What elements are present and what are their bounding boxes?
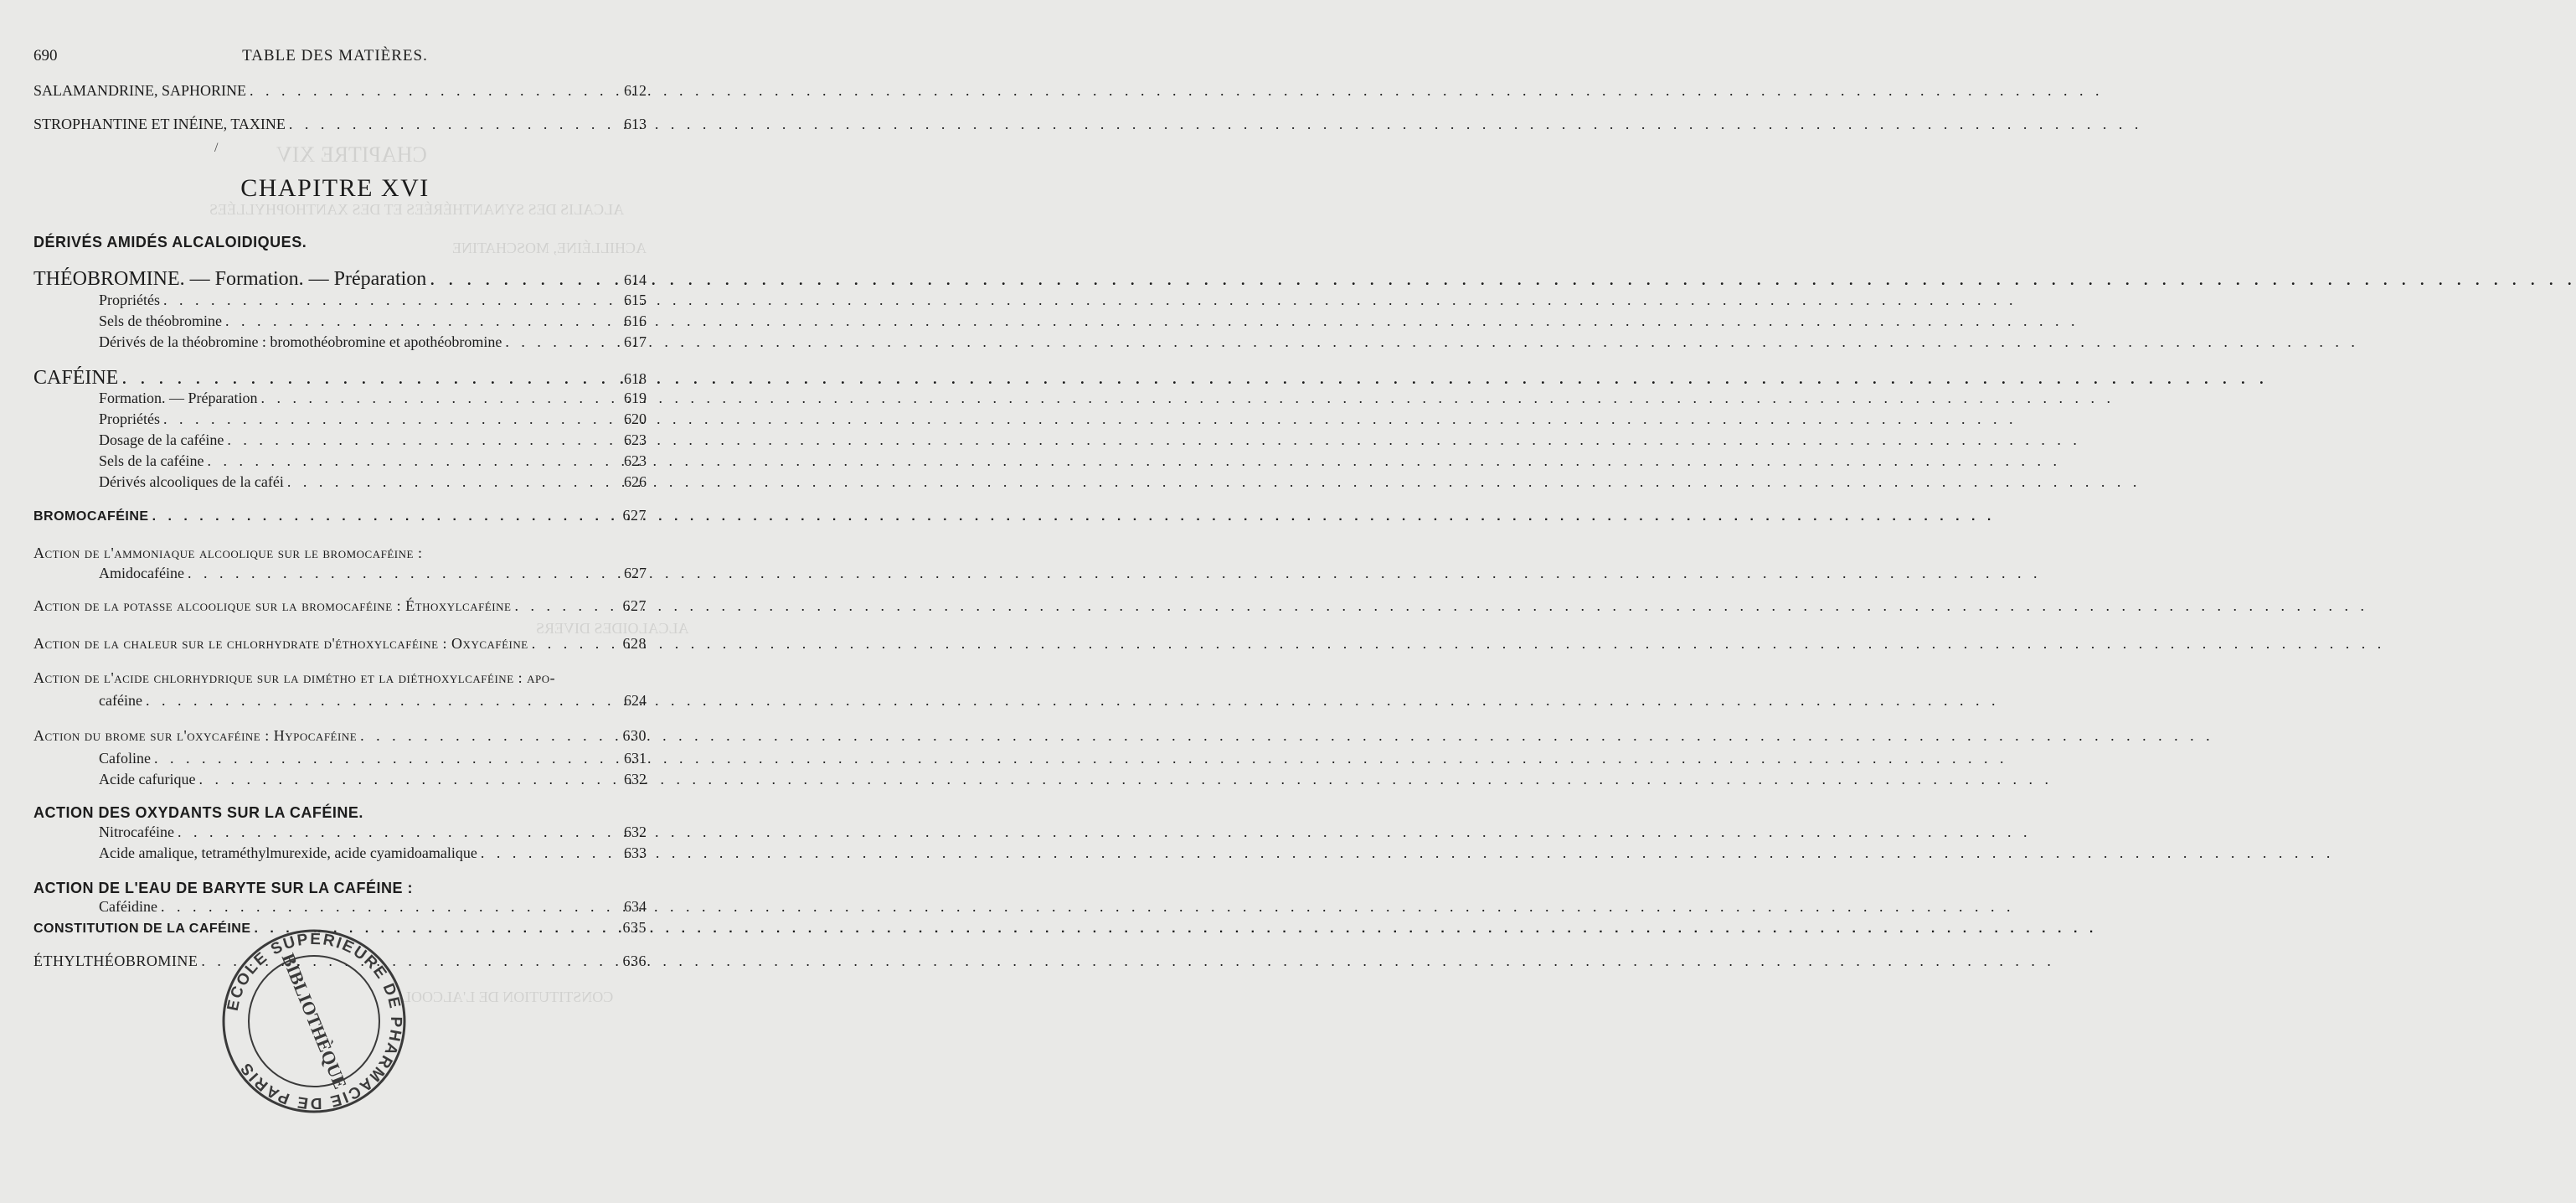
entry-page: 613 [624,116,647,132]
toc-heading-oxydants: ACTION DES OXYDANTS SUR LA CAFÉINE. [33,804,363,821]
entry-text: STROPHANTINE ET INÉINE, TAXINE [33,116,286,132]
entry-text: SALAMANDRINE, SAPHORINE [33,82,247,99]
toc-subentry [99,312,647,330]
entry-page: 634 [624,898,647,915]
leader-dots [163,410,615,428]
leader-dots [430,268,615,291]
toc-heading-baryte: ACTION DE L'EAU DE BARYTE SUR LA CAFÉINE : [33,880,413,896]
leader-dots [163,292,615,309]
entry-text: caféine [99,692,142,709]
leader-dots [289,116,615,133]
entry-text: Acide amalique, tetraméthylmurexide, acide cyamidoamalique [99,844,477,861]
entry-text: Dérivés de la théobromine : bromothéobromine et apothéobromine [99,333,502,350]
bleed-through-line: CONSTITUTION DE L'ALCOOL [402,989,614,1005]
leader-dots [198,771,615,788]
entry-page: 617 [624,333,647,350]
entry-page: 615 [624,292,647,308]
entry-page: 623 [624,452,647,469]
entry-page: 627 [622,507,647,524]
toc-subentry [99,473,647,491]
entry-text: Caféidine [99,898,157,915]
leader-dots [207,452,615,470]
section-title: DÉRIVÉS AMIDÉS ALCALOIDIQUES. [33,234,307,250]
toc-subentry [99,410,647,428]
stamp-outer-text: ÉCOLE SUPÉRIEURE DE PHARMACIE DE PARIS [224,930,405,1113]
leader-dots [225,312,615,330]
bleed-through-line: ALCALIS DES SYNANTHÉRÉES ET DES XANTHOPHYLLÉES [209,201,625,218]
entry-text: BROMOCAFÉINE [33,509,149,524]
entry-text: Propriétés [99,292,160,308]
entry-page: 612 [624,82,647,99]
entry-text: Action du brome sur l'oxycaféine : Hypocaféine [33,727,358,744]
leader-dots [152,509,615,524]
entry-text: Dosage de la caféine [99,431,224,448]
entry-page: 624 [624,692,647,709]
toc-subentry [99,565,647,582]
entry-text: ÉTHYLTHÉOBROMINE [33,953,198,969]
entry-page: 616 [624,312,647,329]
entry-text: Amidocaféine [99,565,184,581]
entry-text: Formation. — Préparation [99,390,258,406]
entry-text: Dérivés alcooliques de la caféi [99,473,284,490]
toc-entry-bromocafeine [33,507,647,524]
entry-text: Sels de la caféine [99,452,204,469]
leader-dots [481,844,615,862]
entry-text: Sels de théobromine [99,312,222,329]
toc-entry [33,82,647,100]
chapter-title: CHAPITRE XVI [240,174,430,202]
entry-page: 623 [624,431,647,448]
stamp-inner-text: BIBLIOTHÈQUE [277,950,352,1092]
leader-dots [146,692,615,710]
bleed-through-chapter: CHAPITRE XIV [276,142,427,167]
toc-entry [33,727,647,745]
entry-text: Cafoline [99,750,151,767]
toc-subentry [99,692,647,710]
leader-dots [287,473,615,491]
toc-entry [33,597,647,615]
leader-dots [121,367,615,390]
entry-page: 633 [624,844,647,861]
leader-dots [178,824,615,841]
entry-page: 619 [624,390,647,406]
toc-subentry [99,390,647,407]
leader-dots [161,898,615,916]
toc-subentry [99,333,647,351]
entry-text: CONSTITUTION DE LA CAFÉINE [33,922,251,936]
toc-subentry [99,292,647,309]
entry-text: THÉOBROMINE. — Formation. — Préparation [33,268,427,290]
entry-text: Acide cafurique [99,771,196,787]
entry-page: 635 [622,919,647,936]
toc-entry-theobromine [33,268,647,291]
running-title: TABLE DES MATIÈRES. [242,47,428,65]
entry-page: 632 [624,824,647,840]
entry-page: 632 [624,771,647,787]
leader-dots [260,390,615,407]
document-page [0,0,689,1203]
entry-page: 626 [624,473,647,490]
toc-entry-cafeine [33,367,647,390]
toc-subentry [99,771,647,788]
leader-dots [360,727,615,745]
toc-subentry [99,431,647,449]
entry-page: 631 [624,750,647,767]
entry-text: CAFÉINE [33,367,119,389]
leader-dots [250,82,615,100]
toc-subentry [99,452,647,470]
leader-dots [532,635,615,653]
bleed-through-line: ACHILLÉINE, MOSCHATINE [452,240,647,256]
toc-heading: Action de l'acide chlorhydrique sur la diméthо et la diéthoxylcaféine : apo- [33,669,556,686]
toc-subentry [99,824,647,841]
bleed-through-line: ALCALOIDES DIVERS [536,620,689,637]
toc-entry [33,635,647,653]
leader-dots [154,750,615,767]
entry-text: Action de la chaleur sur le chlorhydrate d'éthoxylcaféine : Oxycaféine [33,635,528,652]
entry-text: Action de la potasse alcoolique sur la bromocaféine : Éthoxylcaféine [33,597,512,614]
toc-subentry [99,844,647,862]
toc-heading: Action de l'ammoniaque alcoolique sur le bromocaféine : [33,545,423,561]
page-number: 690 [33,47,58,65]
entry-page: 627 [622,597,647,614]
leader-dots [505,333,615,351]
toc-subentry [99,898,647,916]
page-header [0,47,670,69]
toc-entry [33,116,647,133]
entry-page: 628 [622,635,647,652]
entry-text: Nitrocaféine [99,824,174,840]
library-stamp [219,927,409,1120]
leader-dots [514,597,615,615]
entry-page: 614 [624,271,647,288]
entry-page: 620 [624,410,647,427]
entry-page: 636 [622,953,647,969]
entry-text: Propriétés [99,410,160,427]
stamp-seal-icon [219,927,409,1116]
entry-page: 618 [624,370,647,387]
entry-page: 630 [622,727,647,744]
leader-dots [227,431,615,449]
toc-subentry [99,750,647,767]
entry-page: 627 [624,565,647,581]
ink-mark: / [214,141,219,155]
leader-dots [188,565,615,582]
